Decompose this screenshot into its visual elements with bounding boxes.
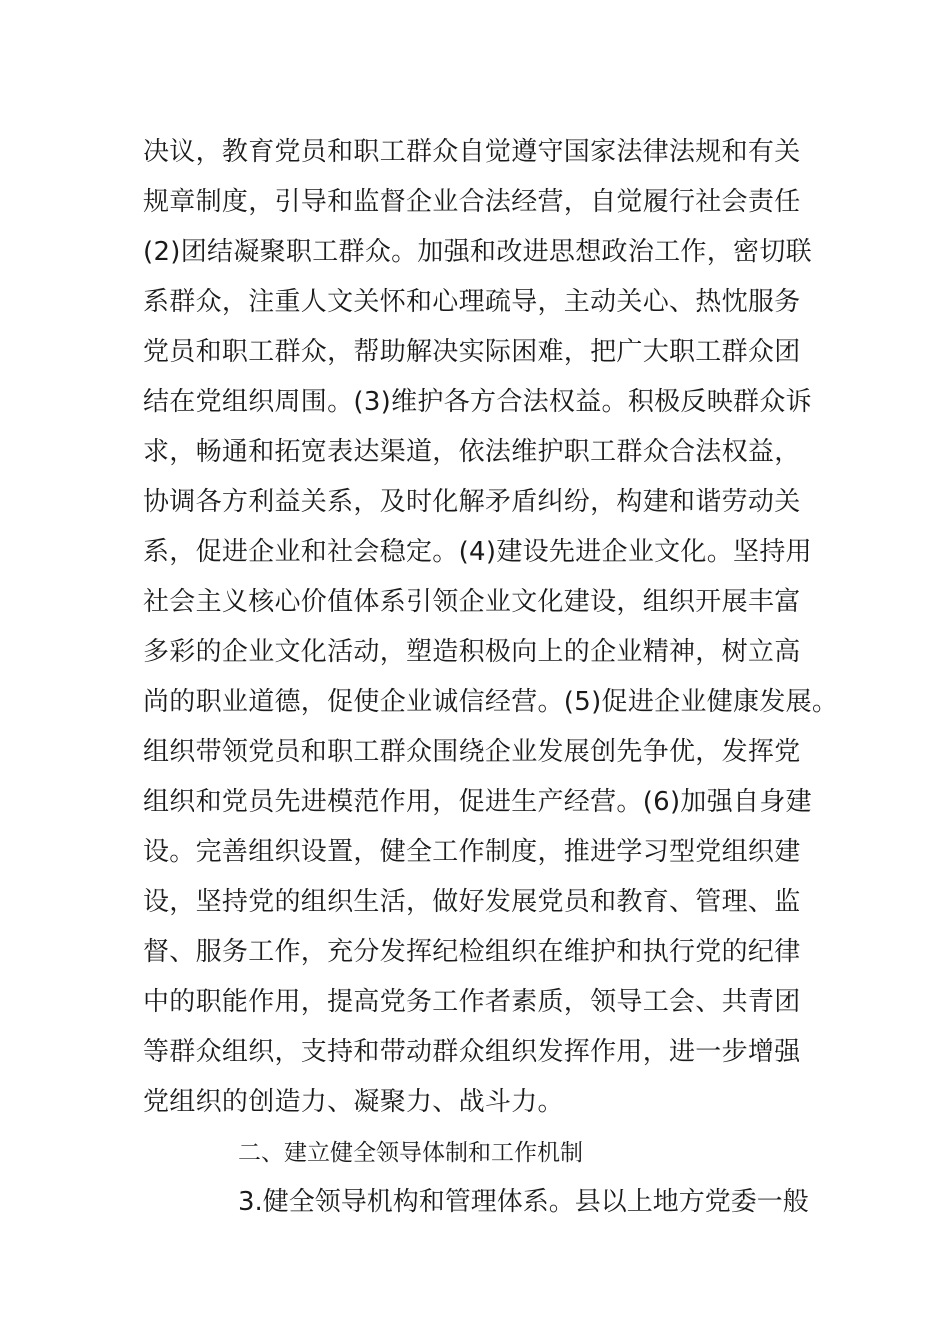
body-text-line: 结在党组织周围。(3)维护各方合法权益。积极反映群众诉: [143, 387, 812, 417]
body-text-line: 求，畅通和拓宽表达渠道，依法维护职工群众合法权益，: [143, 437, 801, 467]
body-text-line: 社会主义核心价值体系引领企业文化建设，组织开展丰富: [143, 587, 801, 617]
body-text-line: 等群众组织，支持和带动群众组织发挥作用，进一步增强: [143, 1037, 801, 1067]
body-text-line: 中的职能作用，提高党务工作者素质，领导工会、共青团: [143, 987, 801, 1017]
body-text-line: 尚的职业道德，促使企业诚信经营。(5)促进企业健康发展。: [143, 687, 839, 717]
body-text-line: 多彩的企业文化活动，塑造积极向上的企业精神，树立高: [143, 637, 801, 667]
body-text-line: 组织带领党员和职工群众围绕企业发展创先争优，发挥党: [143, 737, 801, 767]
body-text-line: 设。完善组织设置，健全工作制度，推进学习型党组织建: [143, 837, 801, 867]
body-text-line: 党员和职工群众，帮助解决实际困难，把广大职工群众团: [143, 337, 801, 367]
body-text-line: 规章制度，引导和监督企业合法经营，自觉履行社会责任: [143, 187, 801, 217]
section-heading: 二、建立健全领导体制和工作机制: [238, 1140, 583, 1166]
body-text-line: 设，坚持党的组织生活，做好发展党员和教育、管理、监: [143, 887, 801, 917]
body-text-line: 系群众，注重人文关怀和心理疏导，主动关心、热忱服务: [143, 287, 801, 317]
body-text-line: 组织和党员先进模范作用，促进生产经营。(6)加强自身建: [143, 787, 812, 817]
body-text-line: 协调各方利益关系，及时化解矛盾纠纷，构建和谐劳动关: [143, 487, 801, 517]
body-text-line: 系，促进企业和社会稳定。(4)建设先进企业文化。坚持用: [143, 537, 812, 567]
body-text-line: 督、服务工作，充分发挥纪检组织在维护和执行党的纪律: [143, 937, 801, 967]
body-text-line: (2)团结凝聚职工群众。加强和改进思想政治工作，密切联: [143, 237, 812, 267]
subsection-line: 3.健全领导机构和管理体系。县以上地方党委一般: [238, 1187, 809, 1217]
body-text-line: 党组织的创造力、凝聚力、战斗力。: [143, 1087, 564, 1117]
body-text-line: 决议，教育党员和职工群众自觉遵守国家法律法规和有关: [143, 137, 801, 167]
